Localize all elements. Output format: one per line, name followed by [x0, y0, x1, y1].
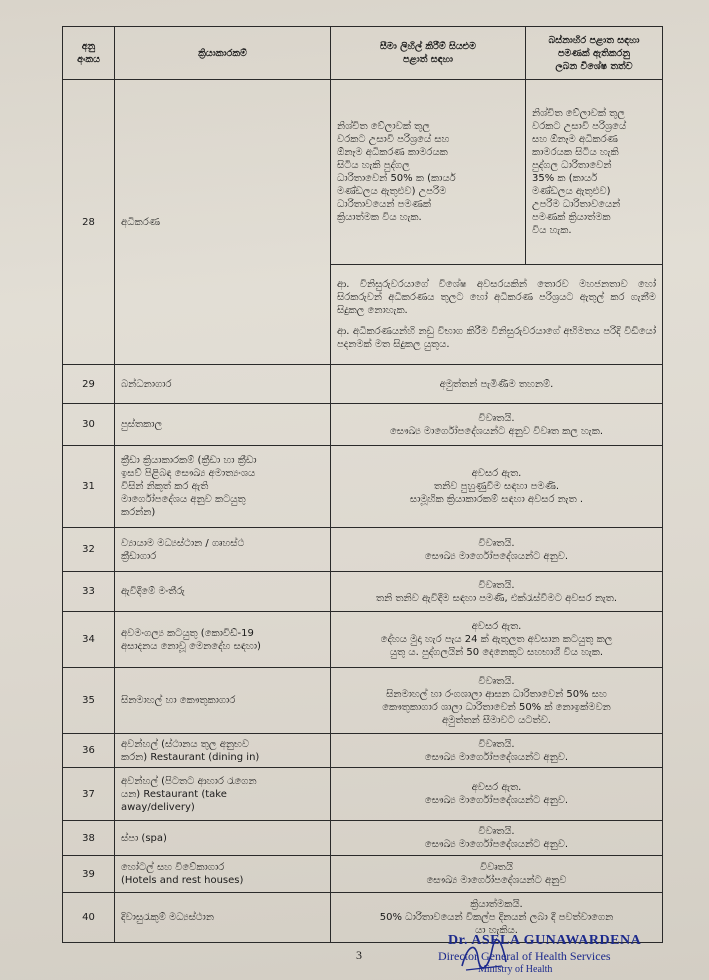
- row-number: 29: [63, 365, 115, 404]
- table-header-row: [63, 27, 663, 80]
- row-activity: දිවාසුරැකුම් මධ්‍යස්ථාන: [115, 893, 331, 943]
- row-activity: පුස්තකාල: [115, 404, 331, 446]
- row-activity: ව්‍යායාම මධ්‍යස්ථාන / ගෘහස්ථ ක්‍රීඩාගාර: [115, 528, 331, 572]
- row-relaxation: අවසර ඇත. දේහය මුදා හැර පැය 24 ක් ඇතුලත අවසාන කටයුතු කල යුතු ය. පුද්ගලයින් 50 දෙනෙකුට සහභාගී විය හැක.: [331, 612, 663, 668]
- table-row: [63, 668, 663, 734]
- row-number: 36: [63, 734, 115, 768]
- header-western-province: බස්නාහිර පළාත සඳහා පමණක් ඇතිකරනු ලබන විශේෂ තත්ව: [526, 27, 663, 80]
- row-number: 31: [63, 446, 115, 528]
- table-row: [63, 404, 663, 446]
- row-activity: අවන්හල් (ස්ථානය තුල අනුභව කරන) Restaurant (dining in): [115, 734, 331, 768]
- row-relaxation: අමුත්තන් පැමිණීම තහනම්.: [331, 365, 663, 404]
- row-activity: අධිකරණ: [115, 80, 331, 365]
- row-relaxation: විවෘතයි. තනි තනිව ඇවිදීම සඳහා පමණි, එක්රැස්වීමට අවසර නැත.: [331, 572, 663, 612]
- row-number: 40: [63, 893, 115, 943]
- row-relaxation: විවෘතයි. සිනමාහල් හා රංගශාලා ආසන ධාරිතාවෙන් 50% සහ කෞතුකාගාර ශාලා ධාරිතාවෙන් 50% ක් නොඉක්මවන අමුත්තන් සීමාවට යටත්ව.: [331, 668, 663, 734]
- row-activity: අවන්හල් (පිටතට ආහාර රැගෙන යන) Restaurant (take away/delivery): [115, 768, 331, 821]
- page-number: 3: [356, 948, 362, 962]
- table-row: [63, 856, 663, 893]
- table-row: [63, 446, 663, 528]
- table-row: [63, 612, 663, 668]
- table-row: [63, 821, 663, 856]
- row-court-notes: [331, 265, 663, 365]
- table-row: [63, 365, 663, 404]
- row-number: 38: [63, 821, 115, 856]
- table-row: [63, 734, 663, 768]
- stamp-name: Dr. ASELA GUNAWARDENA: [448, 933, 642, 948]
- regulations-table: [62, 26, 663, 943]
- court-note-a: ආ. විනිසුරුවරයාගේ විශේෂ අවසරයකින් තොරව මහජනතාව හෝ සිරකරුවන් අධිකරණය තුලට හෝ අධිකරණ පරිශ්‍රයට ඇතුල් කර ගැනීම සිදුකල නොහැක.: [337, 279, 656, 316]
- court-note-b: ආ. අධිකරණයන්හි නඩු විභාග කිරීම විනිසුරුවරයාගේ අභිමතය පරිදි විඩියෝ පදනමක් මත සිදුකල යුතුය.: [337, 326, 656, 350]
- row-number: 39: [63, 856, 115, 893]
- row-activity: ස්පා (spa): [115, 821, 331, 856]
- row-western-condition: නිශ්චිත වේලාවක් තුල වරකට උසාවි පරිශ්‍රයේ සහ ඕනෑම අධිකරණ කාමරයක සිටිය හැකි පුද්ගල ධාරිතාවෙන් 35% ක (කාර්ය මණ්ඩලය ඇතුළුව) උපරිම ධාරිතාවයෙන් පමණක් ක්‍රියාත්මක විය හැක.: [526, 80, 663, 265]
- row-relaxation: විවෘතයි. සෞඛ්‍ය මාර්ගෝපදේශයන්ට අනුව.: [331, 528, 663, 572]
- header-number: අනු අංකය: [63, 27, 115, 80]
- table-row: [63, 80, 663, 265]
- row-activity: අවමංගල්‍ය කටයුතු (කොවිඩ්-19 අසාදනය නොවූ මෙනදේහ සඳහා): [115, 612, 331, 668]
- row-relaxation: විවෘතයි. සෞඛ්‍ය මාර්ගෝපදේශයන්ට අනුව විවෘත කල හැක.: [331, 404, 663, 446]
- table-row: [63, 768, 663, 821]
- row-relaxation: අවසර ඇත. තනිව පුහුණුවීම සඳහා පමණි. සාමූහික ක්‍රියාකාරකම් සඳහා අවසර නැත .: [331, 446, 663, 528]
- row-relaxation: විවෘතයි. සෞඛ්‍ය මාර්ගෝපදේශයන්ට අනුව.: [331, 821, 663, 856]
- row-activity: ඇවිදීමේ මංතීරු: [115, 572, 331, 612]
- row-activity: බන්ධනාගාර: [115, 365, 331, 404]
- row-relaxation: විවෘතයි සෞඛ්‍ය මාර්ගෝපදේශයන්ට අනුව: [331, 856, 663, 893]
- header-relaxation-all-provinces: සීමා ලිහිල් කිරීම් සියළුම පළාත් සඳහා: [331, 27, 526, 80]
- row-number: 34: [63, 612, 115, 668]
- row-relaxation: අවසර ඇත. සෞඛ්‍ය මාර්ගෝපදේශයන්ට අනුව.: [331, 768, 663, 821]
- row-relaxation: විවෘතයි. සෞඛ්‍ය මාර්ගෝපදේශයන්ට අනුව.: [331, 734, 663, 768]
- row-activity: සිනමාහල් හා කෞතුකාගාර: [115, 668, 331, 734]
- row-number: 30: [63, 404, 115, 446]
- header-activity: ක්‍රියාකාරකම්: [115, 27, 331, 80]
- table-row: [63, 572, 663, 612]
- stamp-ministry: Ministry of Health: [478, 964, 553, 975]
- row-number: 28: [63, 80, 115, 365]
- stamp-title: Director General of Health Services: [438, 949, 611, 963]
- row-number: 35: [63, 668, 115, 734]
- row-relaxation: ක්‍රියාත්මකයි. 50% ධාරිතාවයෙන් විකල්ප දිනයන් ලබා දී පවත්වාගෙන යා හැකිය.: [331, 893, 663, 943]
- row-activity: ක්‍රීඩා ක්‍රියාකාරකම් (ක්‍රීඩා හා ක්‍රීඩා ඉසව් පිළිබඳ සෞඛ්‍ය අමාත්‍යංශය විසින් නිකුත් කර ඇති මාර්ගෝපදේශය අනුව කටයුතු කරන්න): [115, 446, 331, 528]
- row-number: 32: [63, 528, 115, 572]
- row-activity: හෝටල් සහ විවේකාගාර (Hotels and rest houses): [115, 856, 331, 893]
- row-number: 37: [63, 768, 115, 821]
- row-number: 33: [63, 572, 115, 612]
- row-relaxation: නිශ්චිත වේලාවක් තුල වරකට උසාවි පරිශ්‍රයේ සහ ඕනෑම අධිකරණ කාමරයක සිටිය හැකි පුද්ගල ධාරිතාවෙන් 50% ක (කාර්ය මණ්ඩලය ඇතුළුව) උපරිම ධාරිතාවයෙන් පමණක් ක්‍රියාත්මක විය හැක.: [331, 80, 526, 265]
- official-stamp: [438, 933, 658, 975]
- table-row: [63, 528, 663, 572]
